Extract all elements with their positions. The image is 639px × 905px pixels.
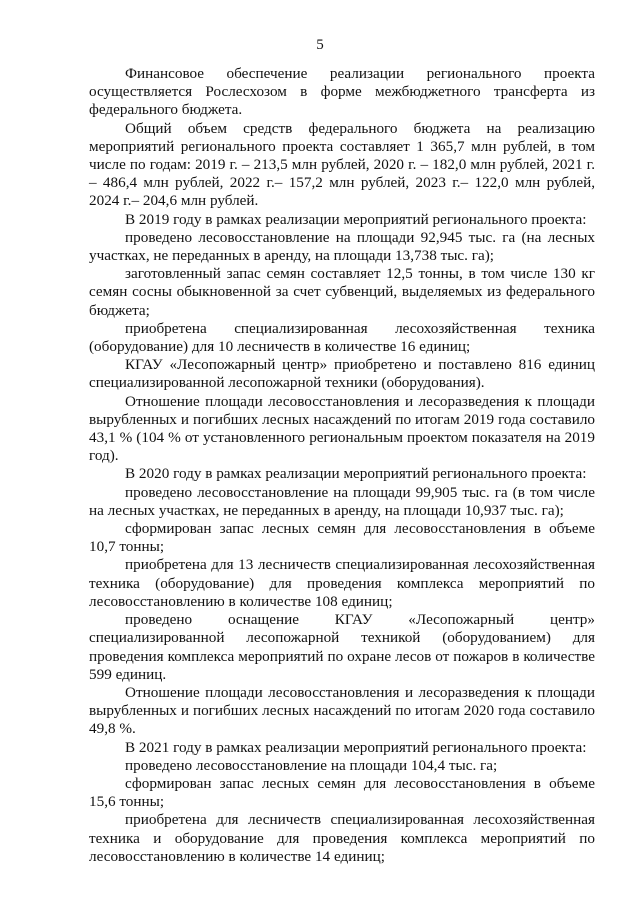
- paragraph-2021-heading: В 2021 году в рамках реализации мероприятий регионального проекта:: [125, 738, 587, 756]
- paragraph-2020-equipment: приобретена для 13 лесничеств специализированная лесохозяйственная техника (оборудование) для проведения комплекса мероприятий по лесовосстановлению в количестве 108 единиц;: [89, 556, 595, 610]
- page-number: 5: [316, 37, 324, 53]
- paragraph-2019-heading: В 2019 году в рамках реализации мероприятий регионального проекта:: [125, 210, 587, 228]
- paragraph-2020-reforestation: проведено лесовосстановление на площади 99,905 тыс. га (в том числе на лесных участках, не переданных в аренду, на площади 10,937 тыс. га);: [89, 483, 595, 519]
- paragraph-2020-fire-center: проведено оснащение КГАУ «Лесопожарный центр» специализированной лесопожарной техникой (оборудованием) для проведения комплекса мероприятий по охране лесов от пожаров в количестве 599 единиц.: [89, 611, 595, 683]
- paragraph-2021-reforestation: проведено лесовосстановление на площади 104,4 тыс. га;: [125, 756, 498, 774]
- paragraph-2019-reforestation: проведено лесовосстановление на площади 92,945 тыс. га (на лесных участках, не переданных в аренду, на площади 13,738 тыс. га);: [89, 228, 595, 265]
- paragraph-2019-equipment: приобретена специализированная лесохозяйственная техника (оборудование) для 10 лесничеств в количестве 16 единиц;: [89, 319, 595, 356]
- paragraph-2020-heading: В 2020 году в рамках реализации мероприятий регионального проекта:: [125, 465, 587, 483]
- paragraph-financing-source: Финансовое обеспечение реализации регионального проекта осуществляется Рослесхозом в форме межбюджетного трансферта из федерального бюджета.: [89, 65, 595, 119]
- paragraph-2020-seed-stock: сформирован запас лесных семян для лесовосстановления в объеме 10,7 тонны;: [89, 520, 595, 556]
- paragraph-2021-seed-stock: сформирован запас лесных семян для лесовосстановления в объеме 15,6 тонны;: [89, 774, 595, 811]
- paragraph-2021-equipment: приобретена для лесничеств специализированная лесохозяйственная техника и оборудование для проведения комплекса мероприятий по лесовосстановлению в количестве 14 единиц;: [89, 811, 595, 865]
- paragraph-2019-fire-center: КГАУ «Лесопожарный центр» приобретено и поставлено 816 единиц специализированной лесопожарной техники (оборудования).: [89, 356, 595, 392]
- paragraph-2020-ratio: Отношение площади лесовосстановления и лесоразведения к площади вырубленных и погибших лесных насаждений по итогам 2020 года составило 49,8 %.: [89, 683, 595, 738]
- paragraph-2019-ratio: Отношение площади лесовосстановления и лесоразведения к площади вырубленных и погибших лесных насаждений по итогам 2019 года составило 43,1 % (104 % от установленного региональным проектом показателя на 2019 год).: [89, 392, 595, 465]
- paragraph-total-budget: Общий объем средств федерального бюджета на реализацию мероприятий регионального проекта составляет 1 365,7 млн рублей, в том числе по годам: 2019 г. – 213,5 млн рублей, 2020 г. – 182,0 млн рублей, 2021 г. – 486,4 млн рублей, 2022 г.– 157,2 млн рублей, 2023 г.– 122,0 млн рублей, 2024 г.– 204,6 млн рублей.: [89, 119, 595, 210]
- paragraph-2019-seed-stock: заготовленный запас семян составляет 12,5 тонны, в том числе 130 кг семян сосны обыкновенной за счет субвенций, выделяемых из федерального бюджета;: [89, 265, 595, 319]
